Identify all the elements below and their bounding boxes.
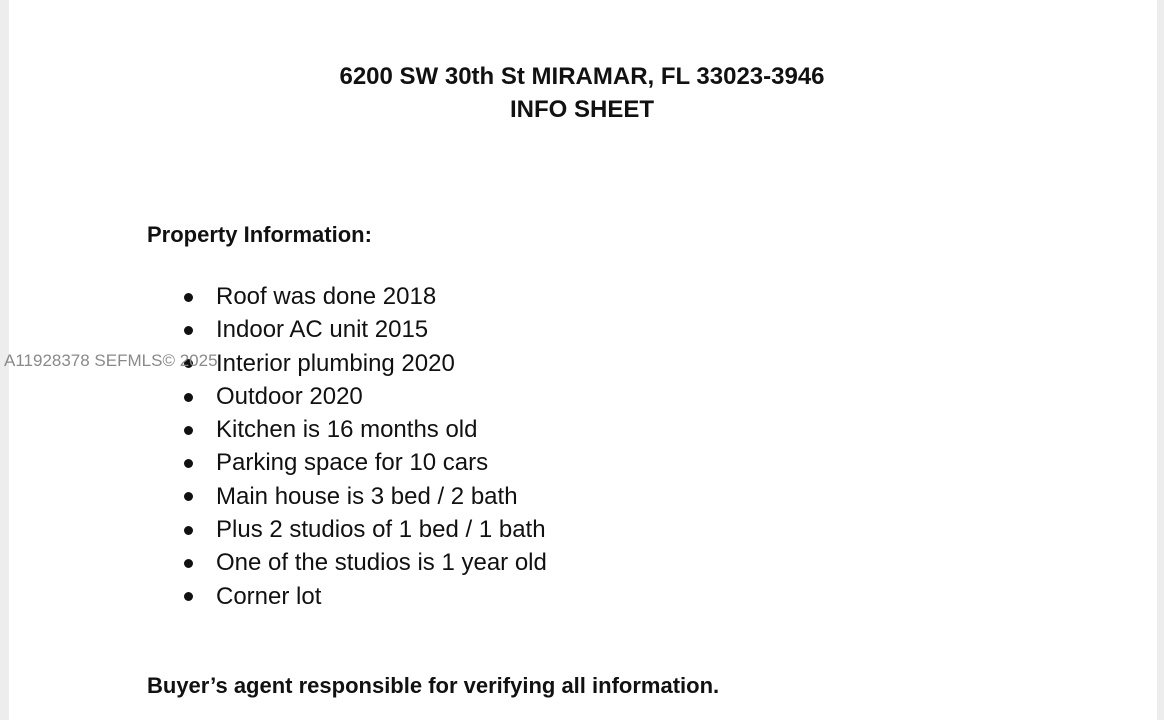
bullet-icon: [184, 326, 193, 335]
bullet-icon: [184, 393, 193, 402]
footer-disclaimer: Buyer’s agent responsible for verifying all information.: [147, 673, 720, 698]
section-heading-property-information: Property Information:: [147, 222, 372, 247]
bullet-icon: [184, 526, 193, 535]
document-title-info-sheet: INFO SHEET: [509, 96, 654, 123]
bullet-icon: [184, 293, 193, 302]
mls-watermark: A11928378 SEFMLS© 2025: [4, 351, 218, 370]
bullet-icon: [184, 426, 193, 435]
document-title-address: 6200 SW 30th St MIRAMAR, FL 33023-3946: [339, 63, 825, 90]
bullet-icon: [184, 559, 193, 568]
